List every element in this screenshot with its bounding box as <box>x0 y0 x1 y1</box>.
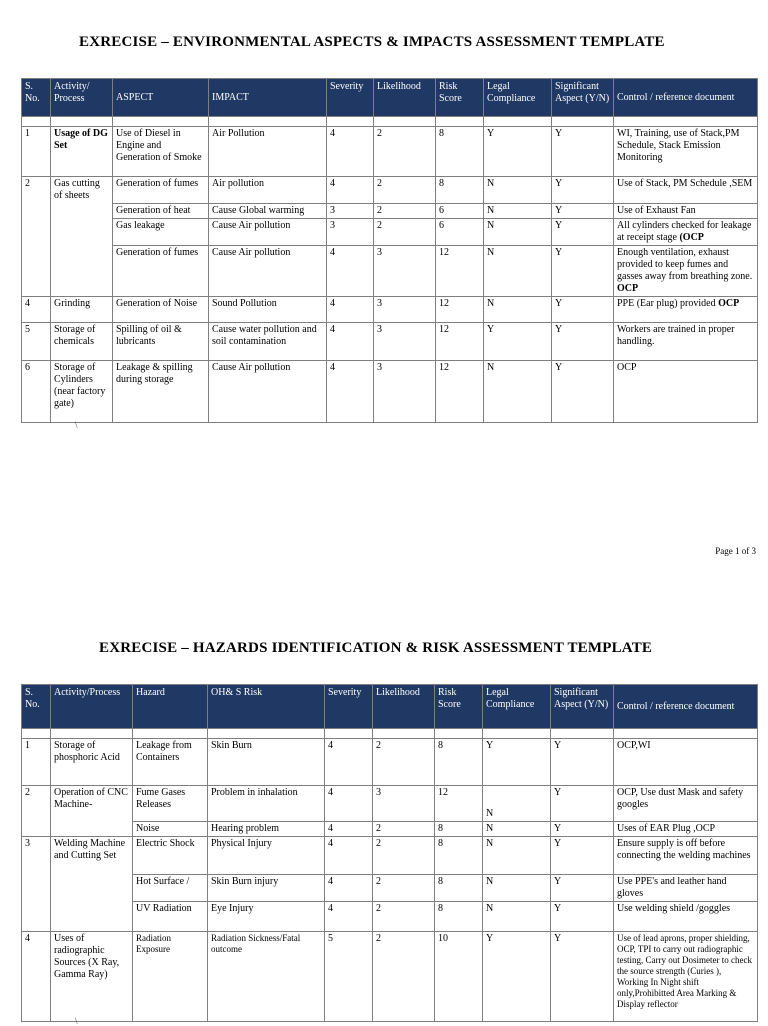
cell-activity: Storage of chemicals <box>51 323 113 361</box>
cell-significant: Y <box>552 246 614 297</box>
cell-likelihood: 2 <box>373 932 435 1022</box>
table-row <box>22 127 758 177</box>
environmental-aspects-table <box>21 78 758 423</box>
table-row <box>22 297 758 323</box>
cell-risk-score: 12 <box>436 323 484 361</box>
cell-severity: 4 <box>325 786 373 822</box>
cell-sno: 5 <box>22 323 51 361</box>
cell-likelihood: 3 <box>374 323 436 361</box>
cell-likelihood: 2 <box>373 837 435 875</box>
table-row <box>22 246 758 297</box>
cell-aspect: Leakage & spilling during storage <box>113 361 209 423</box>
cell-legal: N <box>484 177 552 204</box>
cell-severity: 4 <box>325 739 373 786</box>
cell-impact: Sound Pollution <box>209 297 327 323</box>
cell-aspect: Generation of Noise <box>113 297 209 323</box>
cell-hazard: Leakage from Containers <box>133 739 208 786</box>
cell-risk-score: 12 <box>436 297 484 323</box>
cell-likelihood: 2 <box>373 875 435 902</box>
cell-significant: Y <box>551 739 614 786</box>
column-header: S. No. <box>22 79 51 117</box>
cell-risk-score: 10 <box>435 932 483 1022</box>
cell-control <box>614 297 758 323</box>
column-header: Severity <box>327 79 374 117</box>
column-header: Control / reference document <box>614 685 758 729</box>
cell-likelihood: 3 <box>374 297 436 323</box>
cell-aspect: Generation of heat <box>113 204 209 219</box>
stray-mark: \ <box>75 1016 78 1026</box>
hazards-risk-table <box>21 684 758 1022</box>
cell-significant: Y <box>551 932 614 1022</box>
page-title: EXRECISE – HAZARDS IDENTIFICATION & RISK ASSESSMENT TEMPLATE <box>99 640 653 656</box>
cell-impact: Cause water pollution and soil contamination <box>209 323 327 361</box>
table-row <box>22 822 758 837</box>
table-row <box>22 361 758 423</box>
cell-significant: Y <box>552 219 614 246</box>
control-text: All cylinders checked for leakage at receipt stage <box>617 220 752 243</box>
cell-ohs-risk: Skin Burn injury <box>208 875 325 902</box>
cell-sno: 1 <box>22 739 51 786</box>
cell-sno: 6 <box>22 361 51 423</box>
cell-severity: 4 <box>327 177 374 204</box>
cell-severity: 4 <box>327 246 374 297</box>
cell-control <box>614 246 758 297</box>
cell-significant: Y <box>552 361 614 423</box>
cell-likelihood: 3 <box>373 786 435 822</box>
cell-sno: 2 <box>22 177 51 297</box>
cell-hazard: Noise <box>133 822 208 837</box>
cell-activity: Welding Machine and Cutting Set <box>51 837 133 932</box>
cell-risk-score: 8 <box>435 739 483 786</box>
control-ref: OCP <box>617 283 639 294</box>
cell-aspect: Generation of fumes <box>113 246 209 297</box>
cell-likelihood: 2 <box>373 739 435 786</box>
cell-risk-score: 12 <box>436 246 484 297</box>
table-row <box>22 739 758 786</box>
cell-risk-score: 12 <box>435 786 483 822</box>
column-header: Severity <box>325 685 373 729</box>
cell-significant: Y <box>552 127 614 177</box>
cell-control: Use of Exhaust Fan <box>614 204 758 219</box>
table-header-row <box>22 685 758 729</box>
cell-ohs-risk: Eye Injury <box>208 902 325 932</box>
cell-severity: 4 <box>325 837 373 875</box>
cell-sno: 3 <box>22 837 51 932</box>
cell-severity: 4 <box>325 902 373 932</box>
column-header: Legal Compliance <box>483 685 551 729</box>
cell-legal: N <box>484 204 552 219</box>
cell-significant: Y <box>551 822 614 837</box>
cell-significant: Y <box>552 177 614 204</box>
cell-legal: N <box>483 902 551 932</box>
cell-hazard: Fume Gases Releases <box>133 786 208 822</box>
cell-risk-score: 8 <box>436 127 484 177</box>
cell-impact: Cause Air pollution <box>209 219 327 246</box>
cell-control: OCP,WI <box>614 739 758 786</box>
cell-ohs-risk: Problem in inhalation <box>208 786 325 822</box>
table-row <box>22 177 758 204</box>
cell-activity: Usage of DG Set <box>51 127 113 177</box>
spacer-row <box>22 117 758 127</box>
cell-legal: N <box>483 786 551 822</box>
table-row <box>22 786 758 822</box>
cell-ohs-risk: Radiation Sickness/Fatal outcome <box>208 932 325 1022</box>
table-row <box>22 875 758 902</box>
cell-legal: Y <box>483 932 551 1022</box>
column-header: Activity/ Process <box>51 79 113 117</box>
cell-aspect: Generation of fumes <box>113 177 209 204</box>
cell-control: WI, Training, use of Stack,PM Schedule, Stack Emission Monitoring <box>614 127 758 177</box>
table-row <box>22 204 758 219</box>
cell-significant: Y <box>551 786 614 822</box>
cell-legal: N <box>484 219 552 246</box>
cell-severity: 4 <box>327 361 374 423</box>
cell-likelihood: 2 <box>374 204 436 219</box>
cell-legal: N <box>484 246 552 297</box>
table-row <box>22 323 758 361</box>
cell-hazard: UV Radiation <box>133 902 208 932</box>
cell-activity: Storage of Cylinders (near factory gate) <box>51 361 113 423</box>
cell-control: Use of Stack, PM Schedule ,SEM <box>614 177 758 204</box>
cell-severity: 5 <box>325 932 373 1022</box>
cell-sno: 2 <box>22 786 51 837</box>
cell-sno: 4 <box>22 297 51 323</box>
column-header: Legal Compliance <box>484 79 552 117</box>
column-header: Likelihood <box>374 79 436 117</box>
page-number: Page 1 of 3 <box>715 546 756 556</box>
cell-likelihood: 2 <box>374 177 436 204</box>
cell-control: Ensure supply is off before connecting the welding machines <box>614 837 758 875</box>
cell-risk-score: 8 <box>435 837 483 875</box>
table-row <box>22 932 758 1022</box>
control-text: PPE (Ear plug) provided <box>617 298 719 309</box>
cell-legal: N <box>484 361 552 423</box>
cell-hazard: Radiation Exposure <box>133 932 208 1022</box>
cell-likelihood: 2 <box>373 902 435 932</box>
cell-control: Use PPE's and leather hand gloves <box>614 875 758 902</box>
cell-risk-score: 8 <box>435 902 483 932</box>
cell-impact: Air pollution <box>209 177 327 204</box>
column-header: OH& S Risk <box>208 685 325 729</box>
cell-control: Uses of EAR Plug ,OCP <box>614 822 758 837</box>
cell-control: Use of lead aprons, proper shielding, OCP, TPI to carry out radiographic testing, Carry out Dosimeter to check the source strength (Curies ), Working In Night shift only,Prohibitted Area Marking & Display reflector <box>614 932 758 1022</box>
table-row <box>22 902 758 932</box>
table-row <box>22 837 758 875</box>
column-header: S. No. <box>22 685 51 729</box>
cell-impact: Cause Air pollution <box>209 246 327 297</box>
cell-control: Workers are trained in proper handling. <box>614 323 758 361</box>
cell-severity: 4 <box>327 127 374 177</box>
cell-sno: 1 <box>22 127 51 177</box>
cell-risk-score: 8 <box>435 875 483 902</box>
cell-significant: Y <box>551 837 614 875</box>
cell-ohs-risk: Physical Injury <box>208 837 325 875</box>
cell-risk-score: 8 <box>436 177 484 204</box>
cell-control: Use welding shield /goggles <box>614 902 758 932</box>
cell-legal: Y <box>484 323 552 361</box>
cell-severity: 4 <box>327 323 374 361</box>
cell-aspect: Use of Diesel in Engine and Generation of Smoke <box>113 127 209 177</box>
cell-significant: Y <box>551 902 614 932</box>
cell-ohs-risk: Skin Burn <box>208 739 325 786</box>
cell-severity: 4 <box>325 875 373 902</box>
cell-activity: Operation of CNC Machine- <box>51 786 133 837</box>
spacer-row <box>22 729 758 739</box>
cell-severity: 3 <box>327 219 374 246</box>
cell-significant: Y <box>552 204 614 219</box>
column-header: Activity/Process <box>51 685 133 729</box>
column-header: Control / reference document <box>614 79 758 117</box>
cell-likelihood: 2 <box>374 219 436 246</box>
cell-control: OCP, Use dust Mask and safety googles <box>614 786 758 822</box>
page-title: EXRECISE – ENVIRONMENTAL ASPECTS & IMPACTS ASSESSMENT TEMPLATE <box>79 34 665 50</box>
cell-significant: Y <box>552 323 614 361</box>
cell-legal: N <box>483 875 551 902</box>
control-ref: (OCP <box>679 232 704 243</box>
cell-legal: N <box>484 297 552 323</box>
cell-significant: Y <box>552 297 614 323</box>
cell-activity: Grinding <box>51 297 113 323</box>
cell-activity: Uses of radiographic Sources (X Ray, Gamma Ray) <box>51 932 133 1022</box>
cell-risk-score: 6 <box>436 204 484 219</box>
cell-likelihood: 2 <box>373 822 435 837</box>
cell-control: OCP <box>614 361 758 423</box>
cell-likelihood: 3 <box>374 361 436 423</box>
cell-likelihood: 2 <box>374 127 436 177</box>
column-header: IMPACT <box>209 79 327 117</box>
cell-ohs-risk: Hearing problem <box>208 822 325 837</box>
cell-aspect: Gas leakage <box>113 219 209 246</box>
cell-impact: Cause Air pollution <box>209 361 327 423</box>
column-header: Significant Aspect (Y/N) <box>551 685 614 729</box>
cell-impact: Cause Global warming <box>209 204 327 219</box>
control-ref: OCP <box>718 298 740 309</box>
cell-likelihood: 3 <box>374 246 436 297</box>
cell-severity: 4 <box>325 822 373 837</box>
cell-legal: Y <box>484 127 552 177</box>
cell-impact: Air Pollution <box>209 127 327 177</box>
cell-hazard: Electric Shock <box>133 837 208 875</box>
column-header: Hazard <box>133 685 208 729</box>
column-header: Likelihood <box>373 685 435 729</box>
column-header: Risk Score <box>436 79 484 117</box>
cell-aspect: Spilling of oil & lubricants <box>113 323 209 361</box>
cell-severity: 3 <box>327 204 374 219</box>
table-header-row <box>22 79 758 117</box>
table-row <box>22 219 758 246</box>
control-text: Enough ventilation, exhaust provided to keep fumes and gasses away from breathing zone. <box>617 247 753 282</box>
cell-legal: Y <box>483 739 551 786</box>
cell-risk-score: 6 <box>436 219 484 246</box>
cell-severity: 4 <box>327 297 374 323</box>
cell-sno: 4 <box>22 932 51 1022</box>
cell-risk-score: 12 <box>436 361 484 423</box>
column-header: Risk Score <box>435 685 483 729</box>
cell-significant: Y <box>551 875 614 902</box>
column-header: ASPECT <box>113 79 209 117</box>
cell-control <box>614 219 758 246</box>
cell-hazard: Hot Surface / <box>133 875 208 902</box>
stray-mark: \ <box>75 420 78 430</box>
cell-legal: N <box>483 822 551 837</box>
cell-activity: Gas cutting of sheets <box>51 177 113 297</box>
column-header: Significant Aspect (Y/N) <box>552 79 614 117</box>
cell-legal: N <box>483 837 551 875</box>
cell-risk-score: 8 <box>435 822 483 837</box>
cell-activity: Storage of phosphoric Acid <box>51 739 133 786</box>
